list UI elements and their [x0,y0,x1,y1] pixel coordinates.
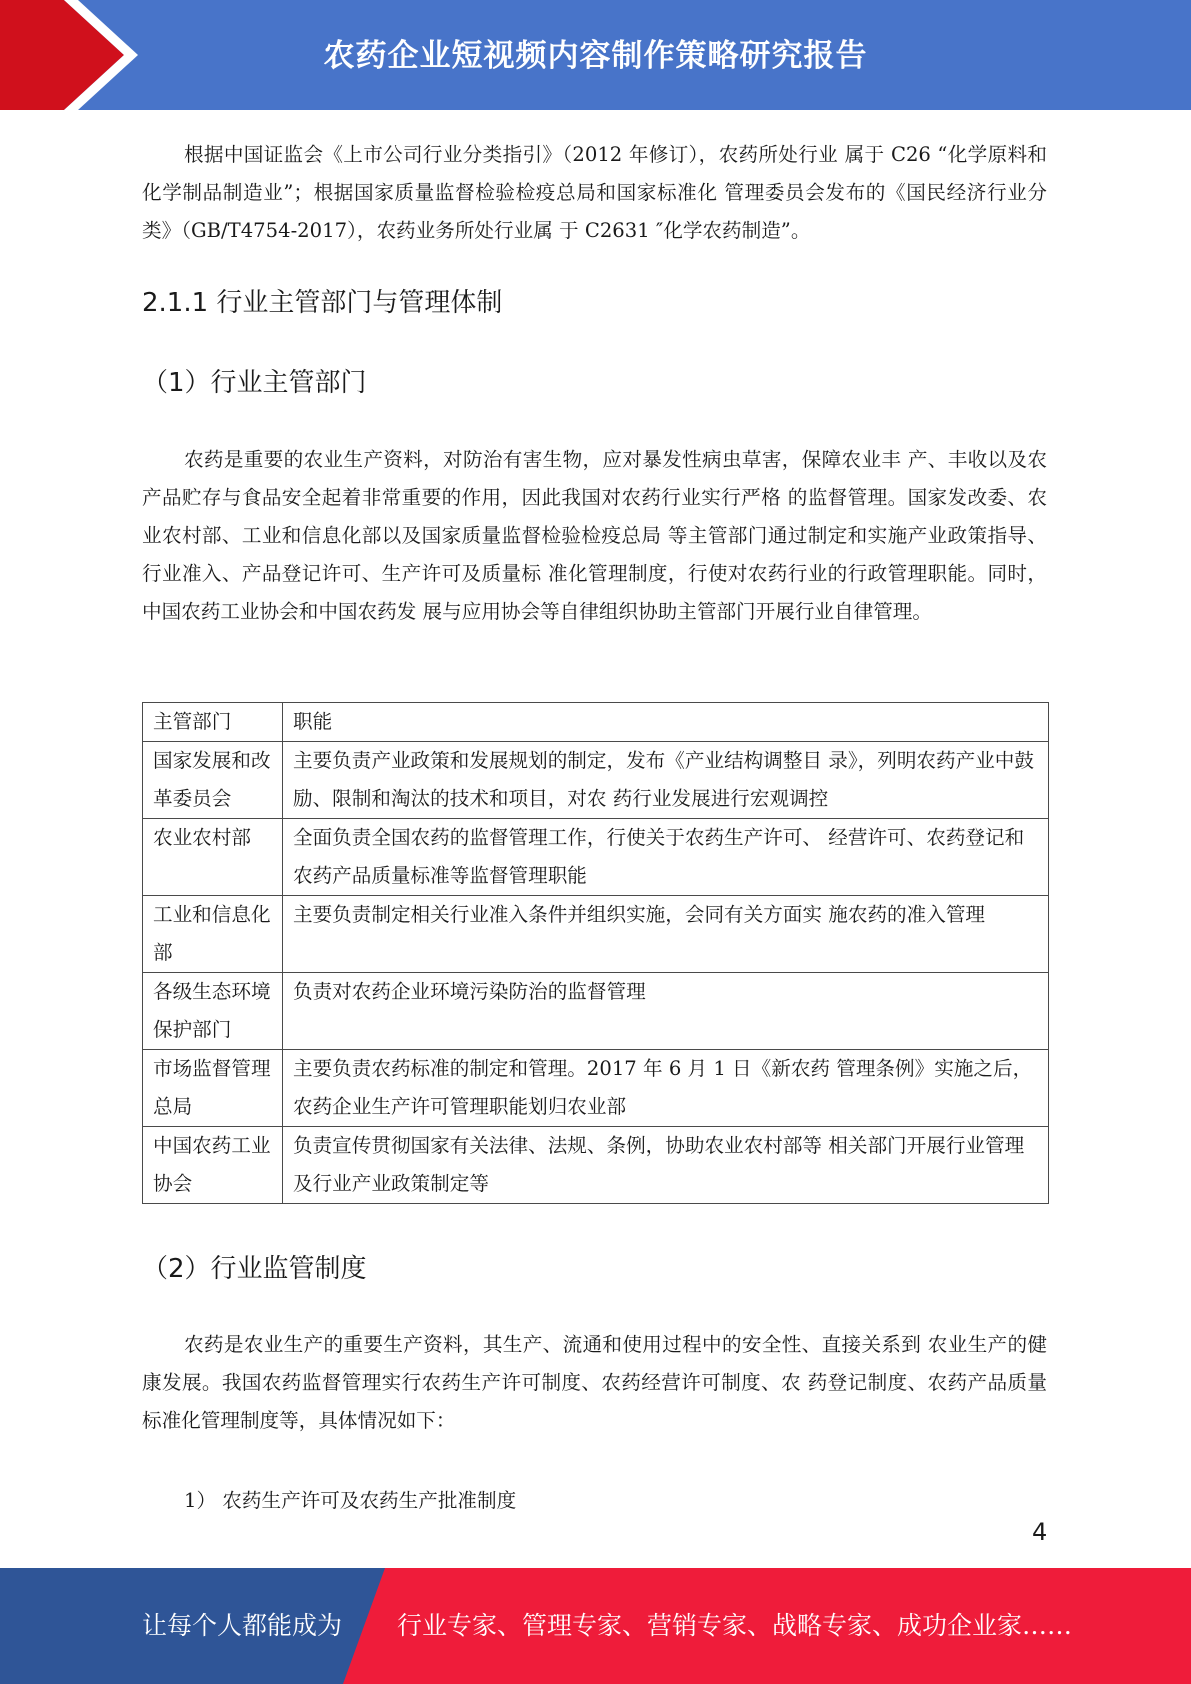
table-cell-dept: 市场监督管理总局 [143,1050,283,1127]
table-cell-func: 主要负责制定相关行业准入条件并组织实施，会同有关方面实 施农药的准入管理 [283,896,1049,973]
footer-slogan-left: 让每个人都能成为 [142,1611,343,1640]
table-cell-dept: 各级生态环境保护部门 [143,973,283,1050]
table-cell-func: 负责对农药企业环境污染防治的监督管理 [283,973,1049,1050]
subheading-1: （1）行业主管部门 [142,368,367,398]
report-title: 农药企业短视频内容制作策略研究报告 [323,38,868,74]
table-row [143,973,1049,1050]
table-cell-dept: 中国农药工业协会 [143,1127,283,1204]
page-number: 4 [1032,1518,1048,1546]
table-row [143,1127,1049,1204]
table-row [143,896,1049,973]
regulators-table [142,702,1049,1204]
table-header-func: 职能 [283,703,1049,742]
table-cell-func: 全面负责全国农药的监督管理工作，行使关于农药生产许可、 经营许可、农药登记和农药产品质量标准等监督管理职能 [283,819,1049,896]
table-cell-func: 主要负责产业政策和发展规划的制定，发布《产业结构调整目 录》，列明农药产业中鼓励、限制和淘汰的技术和项目，对农 药行业发展进行宏观调控 [283,742,1049,819]
page-header [0,0,1191,110]
table-cell-func: 负责宣传贯彻国家有关法律、法规、条例，协助农业农村部等 相关部门开展行业管理及行业产业政策制定等 [283,1127,1049,1204]
table-row [143,742,1049,819]
table-cell-dept: 工业和信息化部 [143,896,283,973]
table-header-row [143,703,1049,742]
subheading-2: （2）行业监管制度 [142,1254,367,1284]
table-cell-dept: 国家发展和改革委员会 [143,742,283,819]
footer-slogan-right: 行业专家、管理专家、营销专家、战略专家、成功企业家…… [397,1611,1073,1640]
table-row [143,819,1049,896]
list-item: 1） 农药生产许可及农药生产批准制度 [184,1489,517,1512]
supervision-paragraph: 农药是农业生产的重要生产资料，其生产、流通和使用过程中的安全性、直接关系到 农业生产的健康发展。我国农药监督管理实行农药生产许可制度、农药经营许可制度、农 药登记制度、农药产品质量标准化管理制度等，具体情况如下： [142,1333,1047,1432]
regulators-paragraph: 农药是重要的农业生产资料，对防治有害生物，应对暴发性病虫草害，保障农业丰 产、丰收以及农产品贮存与食品安全起着非常重要的作用，因此我国对农药行业实行严格 的监督管理。国家发改委、农业农村部、工业和信息化部以及国家质量监督检验检疫总局 等主管部门通过制定和实施产业政策指导、行业准入、产品登记许可、生产许可及质量标 准化管理制度，行使对农药行业的行政管理职能。同时，中国农药工业协会和中国农药发 展与应用协会等自律组织协助主管部门开展行业自律管理。 [142,448,1047,623]
table-cell-func: 主要负责农药标准的制定和管理。2017 年 6 月 1 日《新农药 管理条例》实施之后，农药企业生产许可管理职能划归农业部 [283,1050,1049,1127]
section-heading-2-1-1: 2.1.1 行业主管部门与管理体制 [142,288,503,318]
page-footer [0,1568,1191,1684]
table-row [143,1050,1049,1127]
intro-paragraph: 根据中国证监会《上市公司行业分类指引》（2012 年修订），农药所处行业 属于 C26 “化学原料和化学制品制造业”；根据国家质量监督检验检疫总局和国家标准化 管理委员会发布的《国民经济行业分类》（GB/T4754-2017），农药业务所处行业属 于 C2631 ″化学农药制造”。 [142,143,1047,242]
table-header-dept: 主管部门 [143,703,283,742]
table-cell-dept: 农业农村部 [143,819,283,896]
